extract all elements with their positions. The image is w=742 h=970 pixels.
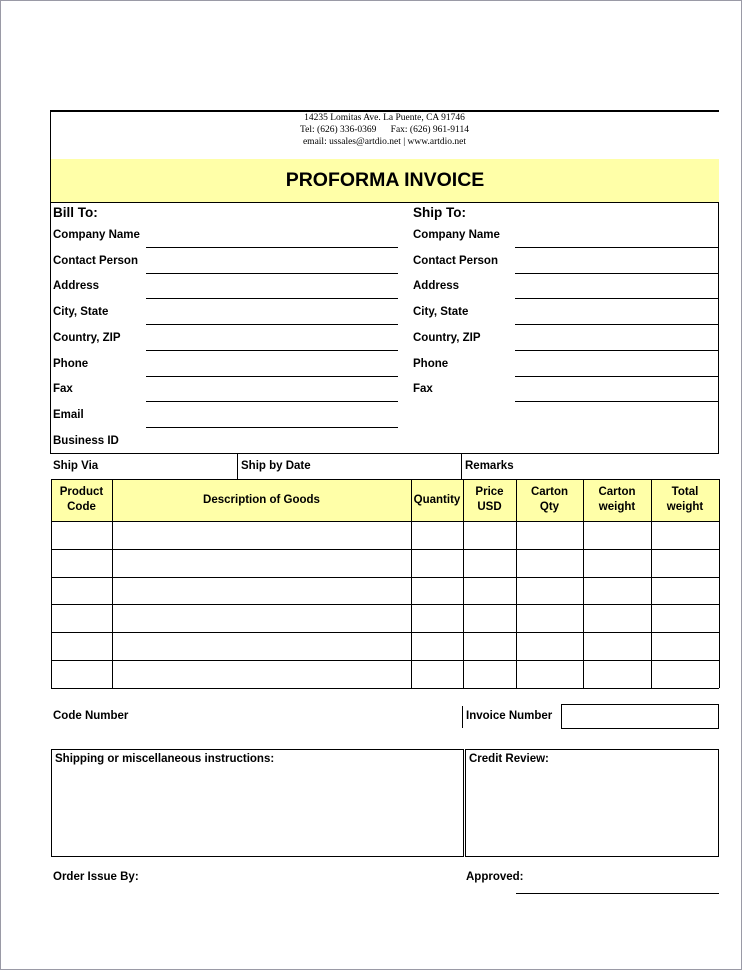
ship-to-field-label: Address <box>413 280 460 293</box>
shipping-instructions-box[interactable] <box>51 749 464 857</box>
table-cell[interactable] <box>113 661 411 688</box>
bill-to-field-label: Company Name <box>53 229 140 241</box>
column-header <box>583 479 651 521</box>
table-cell[interactable] <box>113 522 411 549</box>
table-cell[interactable] <box>652 522 719 549</box>
column-header <box>51 479 112 521</box>
column-header-text: Qty <box>539 501 560 513</box>
table-cell[interactable] <box>652 605 719 632</box>
bill-to-field-label: Address <box>53 280 100 293</box>
column-header-text: Quantity <box>413 493 461 506</box>
column-header-text: Total <box>671 486 699 498</box>
table-cell[interactable] <box>464 605 516 632</box>
column-header-text: Price <box>475 486 504 498</box>
table-cell[interactable] <box>652 578 719 605</box>
table-cell[interactable] <box>52 522 112 549</box>
address-top-rule <box>50 202 719 203</box>
table-cell[interactable] <box>412 550 463 577</box>
ship-date-divider <box>461 454 462 480</box>
table-cell[interactable] <box>464 633 516 660</box>
bill-to-input-line[interactable] <box>146 401 398 402</box>
table-cell[interactable] <box>517 550 583 577</box>
invoice-number-divider <box>462 706 463 728</box>
column-header <box>112 479 411 521</box>
approved-label: Approved: <box>466 871 524 883</box>
table-cell[interactable] <box>517 633 583 660</box>
column-header <box>463 479 516 521</box>
bill-to-field-label: City, State <box>53 306 109 319</box>
table-cell[interactable] <box>113 633 411 660</box>
table-cell[interactable] <box>412 578 463 605</box>
bill-to-input-line[interactable] <box>146 350 398 351</box>
ship-to-field-label: Company Name <box>413 229 500 241</box>
table-cell[interactable] <box>652 633 719 660</box>
table-cell[interactable] <box>52 550 112 577</box>
credit-review-box[interactable] <box>465 749 719 857</box>
table-cell[interactable] <box>464 578 516 605</box>
approved-signature-line[interactable] <box>516 893 719 894</box>
ship-to-input-line[interactable] <box>515 247 719 248</box>
column-header <box>516 479 583 521</box>
table-cell[interactable] <box>652 661 719 688</box>
ship-to-field-label: Phone <box>413 357 449 370</box>
table-top-rule <box>51 479 719 480</box>
credit-review-label: Credit Review: <box>469 753 549 765</box>
column-header-text: Product <box>59 486 104 498</box>
bill-to-input-line[interactable] <box>146 247 398 248</box>
table-cell[interactable] <box>584 522 651 549</box>
ship-to-field-label: Fax <box>413 383 433 396</box>
bill-to-field-label: Business ID <box>53 434 119 447</box>
table-cell[interactable] <box>584 661 651 688</box>
email-web-line: email: ussales@artdio.net | www.artdio.net <box>302 137 467 147</box>
bill-to-input-line[interactable] <box>146 376 398 377</box>
column-header <box>411 479 463 521</box>
table-cell[interactable] <box>113 605 411 632</box>
table-cell[interactable] <box>464 550 516 577</box>
ship-to-input-line[interactable] <box>515 273 719 274</box>
address-bottom-rule <box>50 453 719 454</box>
bill-to-field-label: Fax <box>53 383 73 396</box>
table-cell[interactable] <box>517 522 583 549</box>
title-band <box>51 159 719 202</box>
table-row-rule <box>51 688 719 689</box>
column-header-text: Carton <box>598 486 636 498</box>
table-cell[interactable] <box>517 578 583 605</box>
table-cell[interactable] <box>52 605 112 632</box>
invoice-number-label: Invoice Number <box>466 710 553 722</box>
table-cell[interactable] <box>412 522 463 549</box>
bill-to-input-line[interactable] <box>146 298 398 299</box>
bill-to-input-line[interactable] <box>146 324 398 325</box>
table-cell[interactable] <box>584 550 651 577</box>
column-header-text: weight <box>598 501 636 513</box>
table-cell[interactable] <box>412 605 463 632</box>
ship-to-input-line[interactable] <box>515 401 719 402</box>
table-column-rule <box>719 479 720 688</box>
code-number-label: Code Number <box>53 710 129 722</box>
address-right-border <box>718 202 719 454</box>
table-cell[interactable] <box>584 605 651 632</box>
column-header <box>651 479 719 521</box>
column-header-text: Code <box>67 501 96 513</box>
bill-to-field-label: Contact Person <box>53 254 138 267</box>
column-header-text: weight <box>666 501 704 513</box>
ship-to-field-label: Contact Person <box>413 254 498 267</box>
ship-to-input-line[interactable] <box>515 324 719 325</box>
table-cell[interactable] <box>652 550 719 577</box>
table-cell[interactable] <box>113 550 411 577</box>
ship-via-label: Ship Via <box>53 460 99 472</box>
table-cell[interactable] <box>412 661 463 688</box>
table-cell[interactable] <box>52 578 112 605</box>
ship-to-heading: Ship To: <box>413 205 466 220</box>
column-header-text: USD <box>477 501 502 513</box>
company-address <box>50 112 719 148</box>
table-cell[interactable] <box>584 633 651 660</box>
bill-to-field-label: Phone <box>53 357 89 370</box>
bill-to-input-line[interactable] <box>146 273 398 274</box>
table-cell[interactable] <box>113 578 411 605</box>
invoice-number-field[interactable] <box>561 704 719 729</box>
table-cell[interactable] <box>52 633 112 660</box>
table-cell[interactable] <box>584 578 651 605</box>
remarks-label: Remarks <box>465 460 514 472</box>
bill-to-input-line[interactable] <box>146 427 398 428</box>
phone-fax-line: Tel: (626) 336-0369 Fax: (626) 961-9114 <box>300 125 469 135</box>
table-cell[interactable] <box>412 633 463 660</box>
ship-to-field-label: Country, ZIP <box>413 331 481 344</box>
ship-to-input-line[interactable] <box>515 350 719 351</box>
bill-to-heading: Bill To: <box>53 205 98 220</box>
ship-by-date-label: Ship by Date <box>241 460 311 472</box>
bill-to-field-label: Email <box>53 408 84 421</box>
ship-to-input-line[interactable] <box>515 298 719 299</box>
table-cell[interactable] <box>517 661 583 688</box>
table-cell[interactable] <box>464 661 516 688</box>
order-issue-by-label: Order Issue By: <box>53 871 139 883</box>
table-cell[interactable] <box>52 661 112 688</box>
column-header-text: Carton <box>530 486 569 498</box>
bill-to-field-label: Country, ZIP <box>53 331 121 344</box>
table-cell[interactable] <box>517 605 583 632</box>
page-title: PROFORMA INVOICE <box>285 169 485 191</box>
ship-via-divider <box>237 454 238 480</box>
ship-to-field-label: City, State <box>413 306 469 319</box>
column-header-text: Description of Goods <box>203 493 320 506</box>
table-cell[interactable] <box>464 522 516 549</box>
ship-to-input-line[interactable] <box>515 376 719 377</box>
shipping-instructions-label: Shipping or miscellaneous instructions: <box>55 753 275 765</box>
address-line: 14235 Lomitas Ave. La Puente, CA 91746 <box>304 113 465 123</box>
